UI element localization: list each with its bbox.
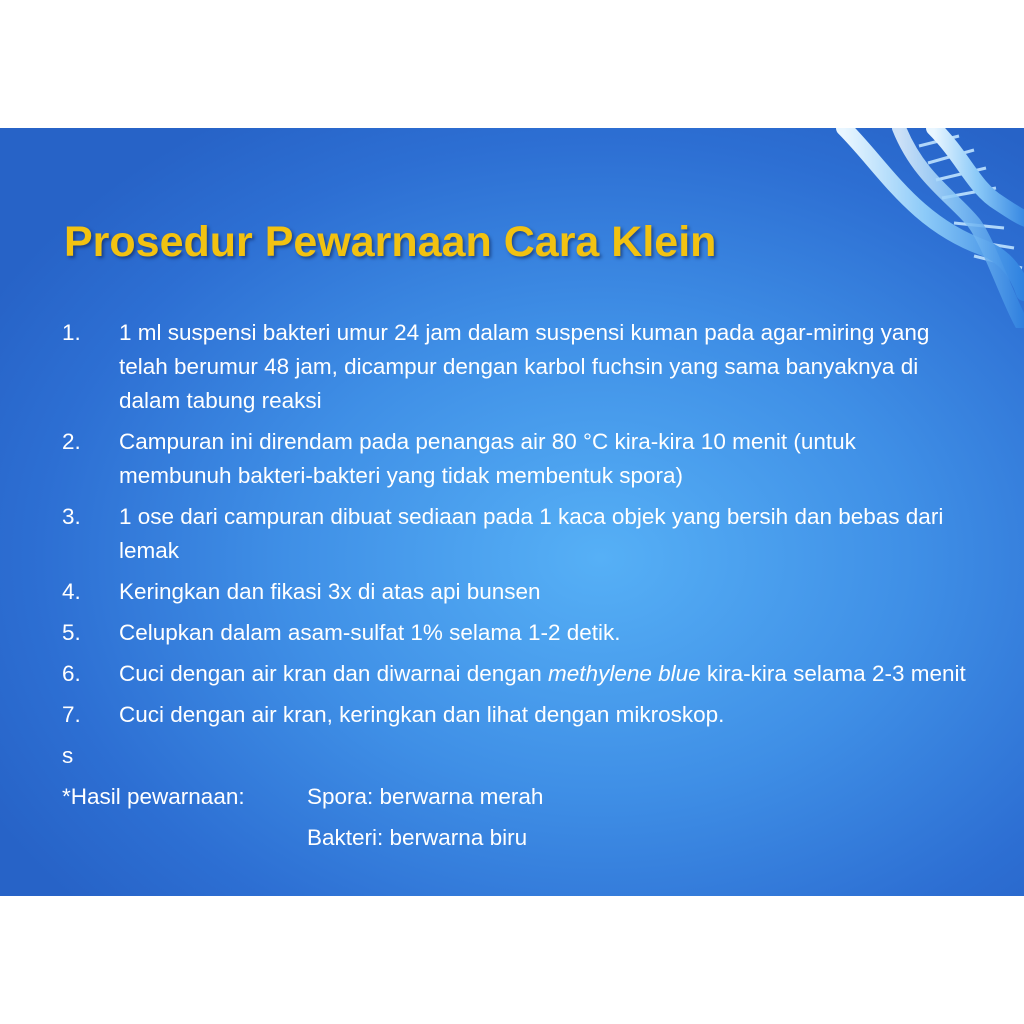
list-item xyxy=(62,316,967,418)
step-text-part: kira-kira selama 2-3 menit xyxy=(700,661,966,686)
step-text: Campuran ini direndam pada penangas air 80 °C kira-kira 10 menit (untuk membunuh bakteri-bakteri yang tidak membentuk spora) xyxy=(119,429,856,488)
result-label: *Hasil pewarnaan: xyxy=(62,784,245,809)
step-number: 2. xyxy=(62,429,81,454)
step-number: 3. xyxy=(62,504,81,529)
step-text: 1 ml suspensi bakteri umur 24 jam dalam suspensi kuman pada agar-miring yang telah berumur 48 jam, dicampur dengan karbol fuchsin yang sama banyaknya di dalam tabung reaksi xyxy=(119,320,930,413)
list-item xyxy=(62,425,967,493)
result-bakteri: Bakteri: berwarna biru xyxy=(307,825,528,850)
slide xyxy=(0,128,1024,896)
step-text: 1 ose dari campuran dibuat sediaan pada 1 kaca objek yang bersih dan bebas dari lemak xyxy=(119,504,944,563)
dna-helix-icon xyxy=(824,128,1024,328)
step-number: 6. xyxy=(62,661,81,686)
step-text xyxy=(119,657,967,691)
step-text: Cuci dengan air kran, keringkan dan lihat dengan mikroskop. xyxy=(119,702,725,727)
step-number: 7. xyxy=(62,702,81,727)
list-item xyxy=(62,500,967,568)
step-number: 4. xyxy=(62,579,81,604)
procedure-list xyxy=(62,316,967,732)
step-text-part: Cuci dengan air kran dan diwarnai dengan xyxy=(119,661,549,686)
list-item xyxy=(62,575,967,609)
step-number: 1. xyxy=(62,320,81,345)
slide-body xyxy=(62,316,967,862)
result-spora: Spora: berwarna merah xyxy=(307,784,544,809)
page-title: Prosedur Pewarnaan Cara Klein xyxy=(64,218,717,266)
step-text: Keringkan dan fikasi 3x di atas api bunsen xyxy=(119,579,541,604)
list-item xyxy=(62,698,967,732)
step-text-italic: methylene blue xyxy=(548,661,701,686)
stray-character: s xyxy=(62,743,74,768)
result-block xyxy=(62,780,967,862)
step-text: Celupkan dalam asam-sulfat 1% selama 1-2 detik. xyxy=(119,620,621,645)
result-values xyxy=(307,780,543,862)
list-item xyxy=(62,657,967,691)
step-number: 5. xyxy=(62,620,81,645)
list-item xyxy=(62,616,967,650)
